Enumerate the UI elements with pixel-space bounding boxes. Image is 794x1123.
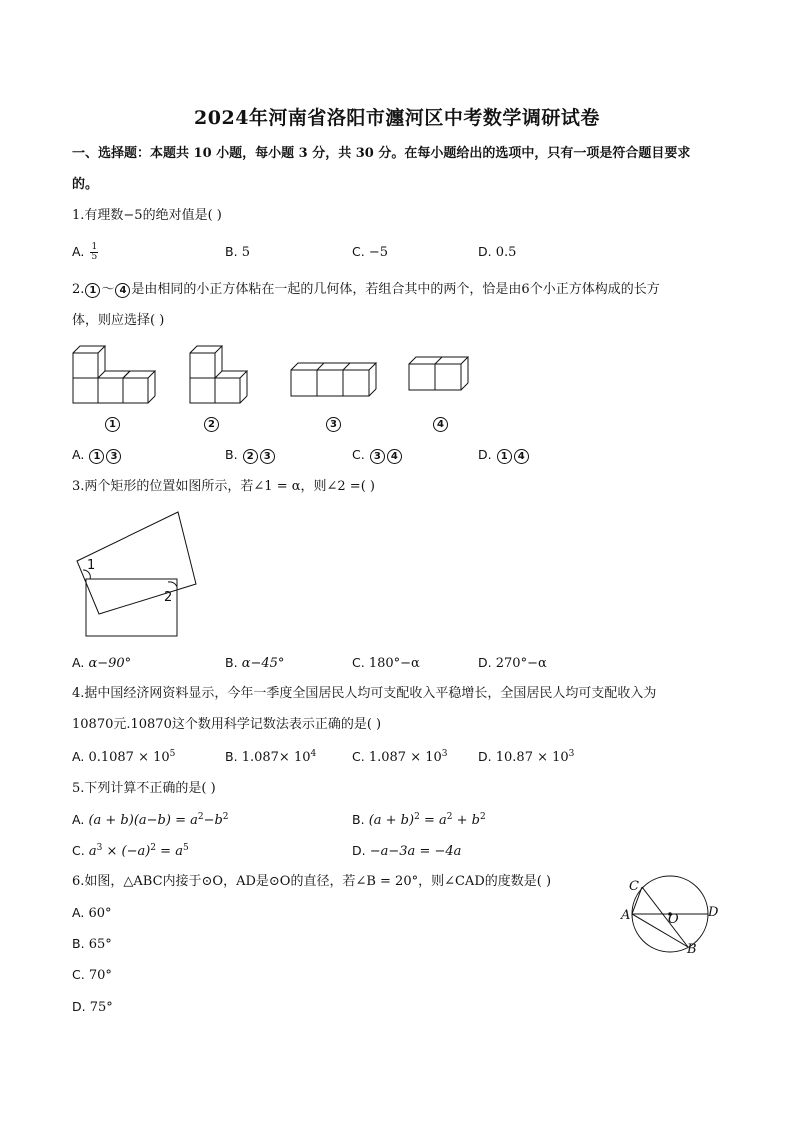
q4-stem-line2: 10870元.10870这个数用科学记数法表示正确的是( ) xyxy=(72,717,382,732)
q2-option-b-label: B. xyxy=(225,447,238,462)
q5-option-d-label: D. xyxy=(352,843,366,858)
q3-option-a-label: A. xyxy=(72,655,85,670)
q6-option-b-value: 65° xyxy=(88,937,112,952)
q4-option-b-exponent: 4 xyxy=(310,749,317,759)
q6-option-c-value: 70° xyxy=(88,968,112,983)
q5-option-b-pre: (a + b) xyxy=(368,813,415,828)
q1-option-d-label: D. xyxy=(478,244,492,259)
q3-option-a-value: α−90° xyxy=(88,656,132,671)
q1-option-b-label: B. xyxy=(225,244,238,259)
exponent: 2 xyxy=(222,812,229,822)
q5-stem: 5.下列计算不正确的是( ) xyxy=(72,781,216,796)
circled-number: 1 xyxy=(497,449,512,464)
circled-one: 1 xyxy=(85,283,100,298)
exponent: 3 xyxy=(96,843,103,853)
exponent: 2 xyxy=(197,812,204,822)
q1-option-a xyxy=(72,243,98,262)
q1-option-a-label: A. xyxy=(72,244,85,259)
point-a-label: A xyxy=(621,908,631,923)
q3-option-b-value: α−45° xyxy=(241,656,285,671)
section-heading-line1: 一、选择题：本题共 10 小题，每小题 3 分，共 30 分。在每小题给出的选项中，只有一项是符合题目要求 xyxy=(72,146,691,161)
q5-option-c-mid: × (−a) xyxy=(102,844,151,859)
figure-label-4: 4 xyxy=(433,417,448,432)
point-b-label: B xyxy=(687,942,697,957)
q5-option-c-label: C. xyxy=(72,843,85,858)
q6-option-d xyxy=(72,998,113,1017)
exponent: 2 xyxy=(479,812,486,822)
q3-option-c-label: C. xyxy=(352,655,365,670)
q2-stem-text: 是由相同的小正方体粘在一起的几何体，若组合其中的两个，恰是由6个小正方体构成的长方 xyxy=(131,282,660,297)
q5-option-d xyxy=(352,842,461,861)
q1-option-d xyxy=(478,243,516,262)
q3-option-d-value: 270°−α xyxy=(495,656,547,671)
q3-option-d-label: D. xyxy=(478,655,492,670)
q6-option-a-value: 60° xyxy=(88,906,112,921)
q3-option-c-value: 180°−α xyxy=(368,656,420,671)
q6-option-c-label: C. xyxy=(72,967,85,982)
exponent: 5 xyxy=(182,843,189,853)
q3-option-b xyxy=(225,654,284,673)
section-heading-line2: 的。 xyxy=(72,177,99,192)
angle-1-label: 1 xyxy=(87,558,96,573)
circled-number: 3 xyxy=(106,449,121,464)
exponent: 2 xyxy=(414,812,420,822)
q4-option-b-base: 1.087× 10 xyxy=(241,750,311,765)
q6-option-a xyxy=(72,904,112,923)
q4-option-d-label: D. xyxy=(478,749,492,764)
q4-option-d-base: 10.87 × 10 xyxy=(495,750,569,765)
q2-option-b xyxy=(225,446,276,465)
exponent: 2 xyxy=(446,812,453,822)
q1-option-c xyxy=(352,243,388,262)
figure-2-cubes xyxy=(190,346,247,403)
q4-option-d-exponent: 3 xyxy=(568,749,575,759)
q3-option-b-label: B. xyxy=(225,655,238,670)
q1-option-a-fraction xyxy=(90,243,98,262)
q4-option-d xyxy=(478,748,574,767)
q4-option-a xyxy=(72,748,175,767)
q3-option-d xyxy=(478,654,547,673)
circled-number: 3 xyxy=(260,449,275,464)
q4-option-b-label: B. xyxy=(225,749,238,764)
circled-number: 2 xyxy=(243,449,258,464)
circled-number: 4 xyxy=(387,449,402,464)
q6-option-b-label: B. xyxy=(72,936,85,951)
q2-figures xyxy=(0,340,794,420)
q4-option-a-exponent: 5 xyxy=(169,749,176,759)
q2-option-a xyxy=(72,446,122,465)
q6-option-b xyxy=(72,935,112,954)
figure-label-3: 3 xyxy=(326,417,341,432)
q6-stem: 6.如图，△ABC内接于⊙O，AD是⊙O的直径，若∠B = 20°，则∠CAD的度数是( ) xyxy=(72,874,552,889)
q4-option-a-base: 0.1087 × 10 xyxy=(88,750,170,765)
q6-option-a-label: A. xyxy=(72,905,85,920)
q3-option-c xyxy=(352,654,420,673)
q2-option-a-label: A. xyxy=(72,447,85,462)
figure-4-cubes xyxy=(409,357,468,390)
q1-option-d-value: 0.5 xyxy=(495,245,517,260)
q4-option-a-label: A. xyxy=(72,749,85,764)
q2-option-d-label: D. xyxy=(478,447,492,462)
q5-option-c-pre: a xyxy=(88,844,97,859)
figure-label-2: 2 xyxy=(204,417,219,432)
q5-option-b-label: B. xyxy=(352,812,365,827)
circled-number: 1 xyxy=(89,449,104,464)
q1-option-c-value: −5 xyxy=(368,245,389,260)
q4-option-b xyxy=(225,748,316,767)
q5-option-a-label: A. xyxy=(72,812,85,827)
q2-tilde: ～ xyxy=(101,282,115,297)
point-d-label: D xyxy=(708,905,719,920)
q5-option-d-value: −a−3a = −4a xyxy=(369,844,462,859)
q4-option-c-exponent: 3 xyxy=(441,749,448,759)
circled-number: 3 xyxy=(370,449,385,464)
q3-stem: 3.两个矩形的位置如图所示，若∠1 = α，则∠2 =( ) xyxy=(72,479,375,494)
angle-2-label: 2 xyxy=(164,590,173,605)
q4-stem-line1: 4.据中国经济网资料显示，今年一季度全国居民人均可支配收入平稳增长，全国居民人均可支配收入为 xyxy=(72,686,657,701)
exam-title: 2024年河南省洛阳市瀍河区中考数学调研试卷 xyxy=(194,107,600,129)
fraction-numerator: 1 xyxy=(91,242,98,252)
q3-rectangles-figure xyxy=(72,508,252,638)
point-c-label: C xyxy=(629,879,639,894)
q5-option-b xyxy=(352,811,486,830)
q4-option-c xyxy=(352,748,448,767)
q5-option-a-mid: −b xyxy=(203,813,223,828)
q5-option-a xyxy=(72,811,229,830)
q6-option-d-label: D. xyxy=(72,999,86,1014)
figure-3-cubes xyxy=(291,363,376,396)
q5-option-c xyxy=(72,842,189,861)
lower-rectangle xyxy=(86,579,177,636)
figure-label-1: 1 xyxy=(105,417,120,432)
q6-option-d-value: 75° xyxy=(89,1000,113,1015)
q5-option-b-mid1: = a xyxy=(419,813,447,828)
q2-option-c xyxy=(352,446,403,465)
q2-stem-line1 xyxy=(72,281,660,299)
q1-stem: 1.有理数−5的绝对值是( ) xyxy=(72,208,222,223)
chord-cb xyxy=(642,887,688,947)
circled-number: 4 xyxy=(514,449,529,464)
q1-option-c-label: C. xyxy=(352,244,365,259)
angle-2-arc xyxy=(168,582,177,587)
q2-option-c-label: C. xyxy=(352,447,365,462)
q6-option-c xyxy=(72,966,112,985)
point-o-label: O xyxy=(668,912,679,927)
exponent: 2 xyxy=(150,843,157,853)
chord-ab xyxy=(632,914,688,947)
fraction-denominator: 5 xyxy=(91,252,98,262)
circled-four: 4 xyxy=(115,283,130,298)
q5-option-c-post: = a xyxy=(156,844,183,859)
q1-option-b-value: 5 xyxy=(241,245,250,260)
q1-option-b xyxy=(225,243,250,262)
q5-option-a-pre: (a + b)(a−b) = a xyxy=(88,813,198,828)
figure-1-cubes xyxy=(73,346,155,403)
q2-stem-line2: 体，则应选择( ) xyxy=(72,313,165,328)
q4-option-c-label: C. xyxy=(352,749,365,764)
q3-option-a xyxy=(72,654,131,673)
q4-option-c-base: 1.087 × 10 xyxy=(368,750,442,765)
q5-option-b-mid2: + b xyxy=(452,813,480,828)
q2-option-d xyxy=(478,446,530,465)
q2-number: 2. xyxy=(72,282,85,297)
